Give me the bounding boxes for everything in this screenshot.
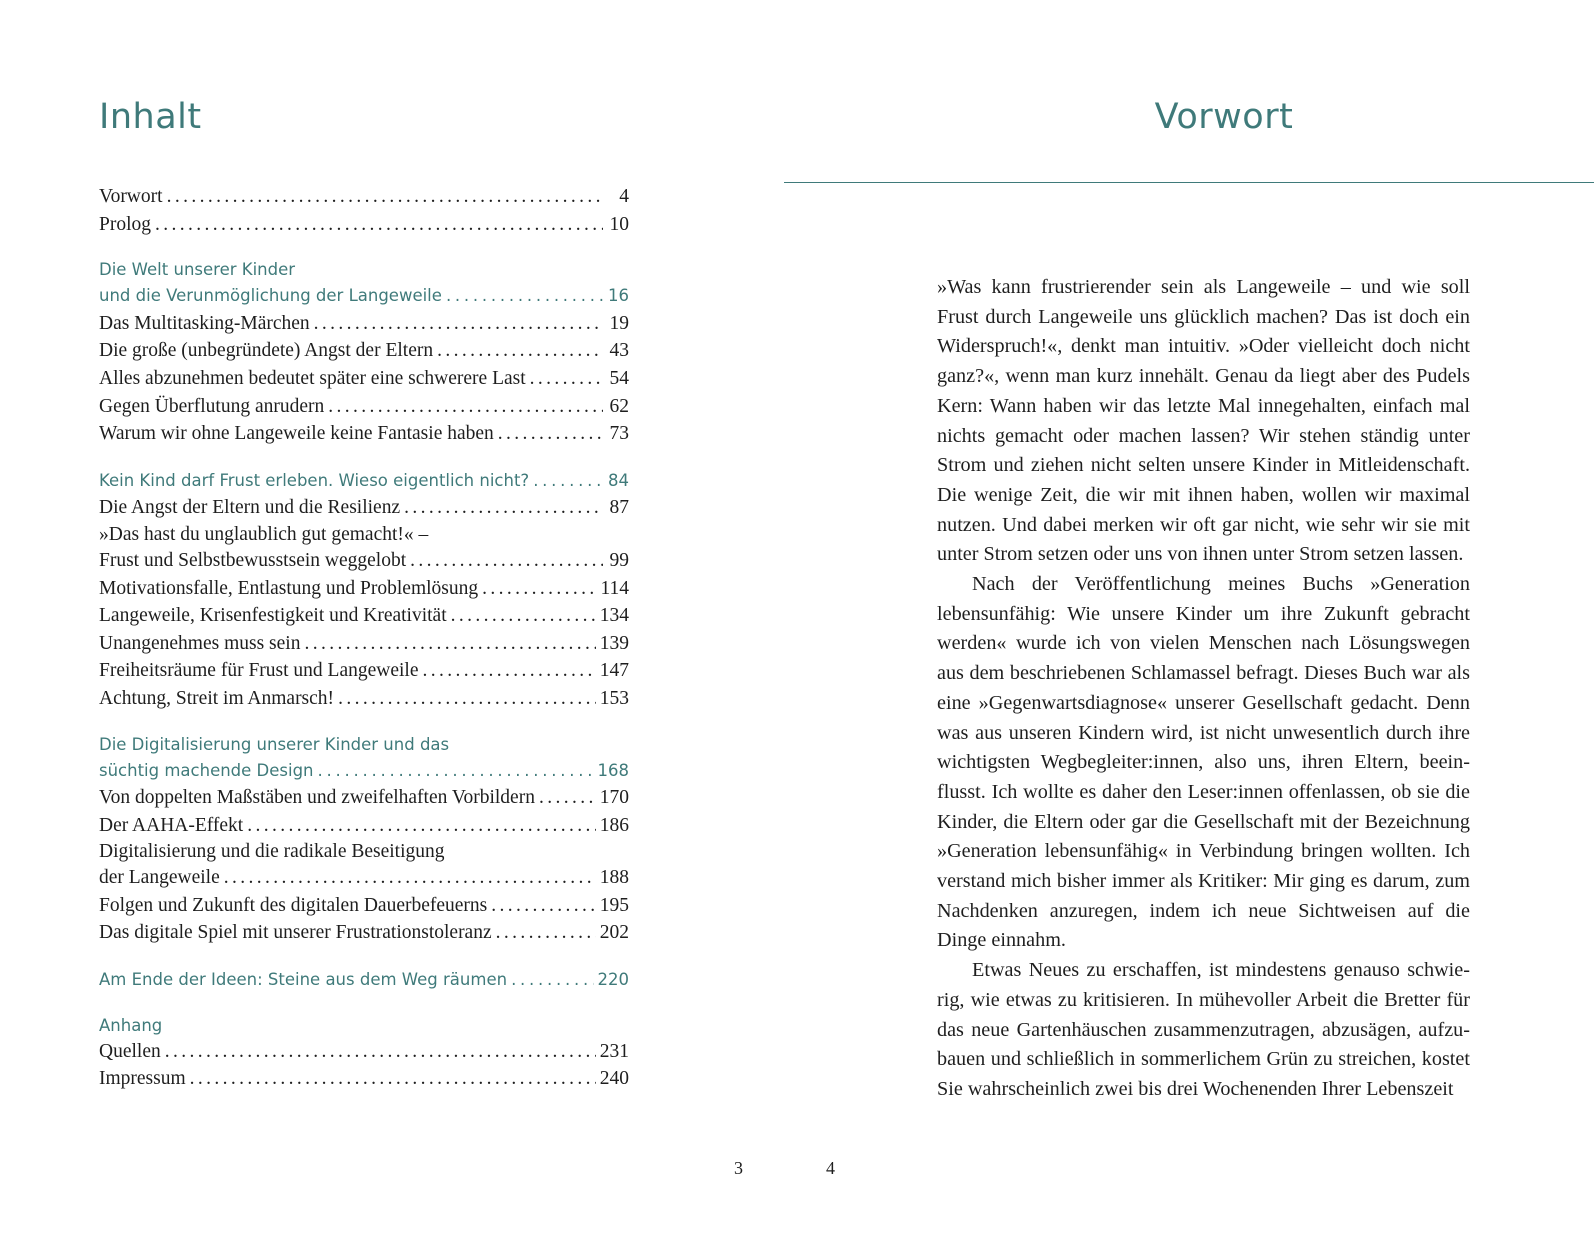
toc-entry-row[interactable] xyxy=(99,211,629,239)
toc-section-row[interactable] xyxy=(99,1013,629,1038)
table-of-contents xyxy=(99,183,629,1112)
dot-leader xyxy=(511,966,593,994)
dot-leader xyxy=(224,864,596,892)
toc-page-number: 147 xyxy=(599,660,629,682)
toc-page-number: 231 xyxy=(599,1040,629,1062)
toc-entry-title: süchtig machende Design xyxy=(99,760,314,780)
toc-entry-row[interactable] xyxy=(99,337,629,365)
toc-entry-row[interactable] xyxy=(99,685,629,713)
toc-entry-row[interactable] xyxy=(99,812,629,840)
toc-section-row[interactable] xyxy=(99,757,629,785)
toc-page-number: 139 xyxy=(599,632,629,654)
toc-entry-row[interactable] xyxy=(99,864,629,892)
toc-entry-row[interactable] xyxy=(99,1065,629,1093)
toc-entry-title: und die Verunmöglichung der Langeweile xyxy=(99,286,442,306)
dot-leader xyxy=(328,393,603,421)
toc-entry-title: Vorwort xyxy=(99,186,163,207)
toc-page-number: 84 xyxy=(608,470,629,490)
dot-leader xyxy=(304,630,595,658)
dot-leader xyxy=(155,211,603,239)
toc-entry-title: Das digitale Spiel mit unserer Frustrationstoleranz xyxy=(99,922,492,944)
dot-leader xyxy=(167,183,603,211)
toc-group xyxy=(99,467,629,713)
toc-entry-title: Frust und Selbstbewusstsein weggelobt xyxy=(99,549,407,571)
toc-entry-title: Motivationsfalle, Entlastung und Problemlösung xyxy=(99,577,479,599)
toc-entry-title: Das Multitasking-Märchen xyxy=(99,312,310,334)
dot-leader xyxy=(498,420,603,448)
toc-entry-title: Alles abzunehmen bedeutet später eine schwerere Last xyxy=(99,367,526,389)
toc-entry-row[interactable] xyxy=(99,522,629,547)
page-number-right: 4 xyxy=(826,1158,835,1178)
toc-entry-title: Impressum xyxy=(99,1068,186,1090)
toc-page-number: 87 xyxy=(609,497,629,519)
dot-leader xyxy=(190,1065,596,1093)
toc-page-number: 73 xyxy=(609,423,629,445)
dot-leader xyxy=(318,757,594,785)
toc-entry-title: Folgen und Zukunft des digitalen Dauerbefeuerns xyxy=(99,894,488,916)
toc-group xyxy=(99,183,629,238)
dot-leader xyxy=(496,919,596,947)
toc-page-number: 62 xyxy=(609,395,629,417)
toc-entry-title: Quellen xyxy=(99,1040,161,1062)
dot-leader xyxy=(423,657,596,685)
toc-entry-title: Die Digitalisierung unserer Kinder und das xyxy=(99,734,450,754)
toc-page-number: 10 xyxy=(609,213,629,235)
toc-entry-title: Langeweile, Krisenfestigkeit und Kreativität xyxy=(99,605,447,627)
toc-page-number: 43 xyxy=(609,340,629,362)
toc-entry-row[interactable] xyxy=(99,892,629,920)
toc-entry-title: Kein Kind darf Frust erleben. Wieso eigentlich nicht? xyxy=(99,470,530,490)
toc-entry-title: Unangenehmes muss sein xyxy=(99,632,301,654)
toc-entry-title: Warum wir ohne Langeweile keine Fantasie haben xyxy=(99,423,494,445)
toc-section-row[interactable] xyxy=(99,282,629,310)
dot-leader xyxy=(247,812,596,840)
foreword-body xyxy=(937,273,1470,1105)
right-page-foreword xyxy=(780,0,1594,1240)
paragraph: Etwas Neues zu erschaffen, ist mindestens genauso schwierig, wie etwas zu kritisieren. In mühevoller Arbeit die Bretter für das neue Gartenhäuschen zusammenzutragen, abzusägen, aufzubauen und schließlich in sommerlichem Grün zu streichen, kostet Sie wahrscheinlich zwei bis drei Wochenenden Ihrer Lebenszeit xyxy=(937,959,1470,1100)
dot-leader xyxy=(404,494,603,522)
dot-leader xyxy=(410,547,603,575)
toc-section-row[interactable] xyxy=(99,467,629,495)
toc-group xyxy=(99,1013,629,1093)
dot-leader xyxy=(314,310,603,338)
toc-entry-row[interactable] xyxy=(99,547,629,575)
heading-divider xyxy=(784,182,1594,183)
toc-section-row[interactable] xyxy=(99,966,629,994)
dot-leader xyxy=(491,892,595,920)
toc-entry-row[interactable] xyxy=(99,657,629,685)
toc-entry-title: Digitalisierung und die radikale Beseitigung xyxy=(99,841,445,863)
toc-page-number: 195 xyxy=(599,894,629,916)
toc-page-number: 153 xyxy=(599,687,629,709)
toc-entry-title: Prolog xyxy=(99,213,152,235)
toc-entry-title: Gegen Überflutung anrudern xyxy=(99,395,325,417)
toc-page-number: 220 xyxy=(597,970,629,990)
toc-section-row[interactable] xyxy=(99,732,629,757)
toc-group xyxy=(99,257,629,448)
toc-entry-row[interactable] xyxy=(99,310,629,338)
toc-entry-row[interactable] xyxy=(99,365,629,393)
toc-entry-title: Am Ende der Ideen: Steine aus dem Weg räumen xyxy=(99,970,508,990)
toc-entry-title: Die Angst der Eltern und die Resilienz xyxy=(99,497,401,519)
toc-section-row[interactable] xyxy=(99,257,629,282)
dot-leader xyxy=(338,685,596,713)
toc-entry-title: Der AAHA-Effekt xyxy=(99,814,244,836)
dot-leader xyxy=(539,784,596,812)
toc-group xyxy=(99,732,629,948)
page-number-left: 3 xyxy=(734,1158,743,1178)
toc-entry-title: »Das hast du unglaublich gut gemacht!« – xyxy=(99,523,429,545)
toc-page-number: 188 xyxy=(599,867,629,889)
toc-entry-row[interactable] xyxy=(99,602,629,630)
toc-entry-title: Anhang xyxy=(99,1015,163,1035)
toc-page-number: 4 xyxy=(619,186,629,207)
dot-leader xyxy=(446,282,603,310)
toc-entry-row[interactable] xyxy=(99,839,629,864)
toc-entry-row[interactable] xyxy=(99,630,629,658)
dot-leader xyxy=(451,602,596,630)
dot-leader xyxy=(482,575,596,603)
toc-page-number: 168 xyxy=(597,760,629,780)
toc-entry-row[interactable] xyxy=(99,575,629,603)
paragraph: Nach der Veröffentlichung meines Buchs »Generation lebensunfähig: Wie unsere Kinder um ihre Zukunft gebracht werden« wurde ich von vielen Menschen nach Lösungswegen aus dem beschriebenen Schlamassel befragt. Dieses Buch war als eine »Gegenwartsdiagnose« unserer Gesellschaft gedacht. Denn was aus unseren Kindern wird, ist nicht unwesentlich durch ihre wichtigsten Wegbegleiter:innen, also uns, ihren Eltern, beeinflusst. Ich wollte es daher den Leser:innen offenlassen, ob sie die Kinder, die Eltern oder gar die Gesellschaft mit der Bezeichnung »Generation lebensunfähig« in Verbindung bringen wollten. Ich verstand mich bisher immer als Kritiker: Mir ging es darum, zum Nachdenken anzuregen, indem ich neue Sichtweisen auf die Dinge einnahm. xyxy=(937,573,1470,952)
paragraph: »Was kann frustrierender sein als Langeweile – und wie soll Frust durch Langeweile uns glücklich machen? Das ist doch ein Widerspruch!«, denkt man intuitiv. »Oder vielleicht doch nicht ganz?«, wenn man kurz innehält. Genau da liegt aber des Pudels Kern: Wann haben wir das letzte Mal innegehalten, einfach mal nichts gemacht oder machen lassen? Wir stehen ständig unter Strom und ziehen nicht selten unsere Kinder in Mitleidenschaft. Die wenige Zeit, die wir mit ihnen haben, wollen wir maximal nutzen. Und dabei merken wir oft gar nicht, wie sehr wir sie mit unter Strom setzen oder uns von ihnen unter Strom setzen lassen. xyxy=(937,276,1470,566)
toc-entry-title: Die große (unbegründete) Angst der Eltern xyxy=(99,340,434,362)
toc-page-number: 202 xyxy=(599,922,629,944)
toc-page-number: 134 xyxy=(599,605,629,627)
toc-entry-row[interactable] xyxy=(99,420,629,448)
toc-entry-row[interactable] xyxy=(99,1038,629,1066)
toc-page-number: 16 xyxy=(608,286,629,306)
toc-entry-title: Achtung, Streit im Anmarsch! xyxy=(99,687,335,709)
toc-entry-row[interactable] xyxy=(99,494,629,522)
toc-entry-row[interactable] xyxy=(99,183,629,211)
toc-entry-row[interactable] xyxy=(99,393,629,421)
dot-leader xyxy=(437,337,603,365)
toc-page-number: 19 xyxy=(609,312,629,334)
foreword-heading: Vorwort xyxy=(1154,97,1294,137)
dot-leader xyxy=(530,365,603,393)
toc-entry-title: der Langeweile xyxy=(99,867,220,889)
toc-page-number: 54 xyxy=(609,367,629,389)
toc-entry-row[interactable] xyxy=(99,919,629,947)
toc-page-number: 99 xyxy=(609,549,629,571)
toc-heading: Inhalt xyxy=(99,97,202,137)
toc-page-number: 240 xyxy=(599,1068,629,1090)
toc-page-number: 114 xyxy=(600,577,629,599)
toc-entry-title: Freiheitsräume für Frust und Langeweile xyxy=(99,660,419,682)
left-page-contents xyxy=(0,0,780,1240)
dot-leader xyxy=(533,467,603,495)
toc-group xyxy=(99,966,629,994)
toc-entry-title: Die Welt unserer Kinder xyxy=(99,260,296,280)
toc-page-number: 186 xyxy=(599,814,629,836)
toc-entry-title: Von doppelten Maßstäben und zweifelhaften Vorbildern xyxy=(99,787,535,809)
toc-entry-row[interactable] xyxy=(99,784,629,812)
toc-page-number: 170 xyxy=(599,787,629,809)
dot-leader xyxy=(165,1038,596,1066)
